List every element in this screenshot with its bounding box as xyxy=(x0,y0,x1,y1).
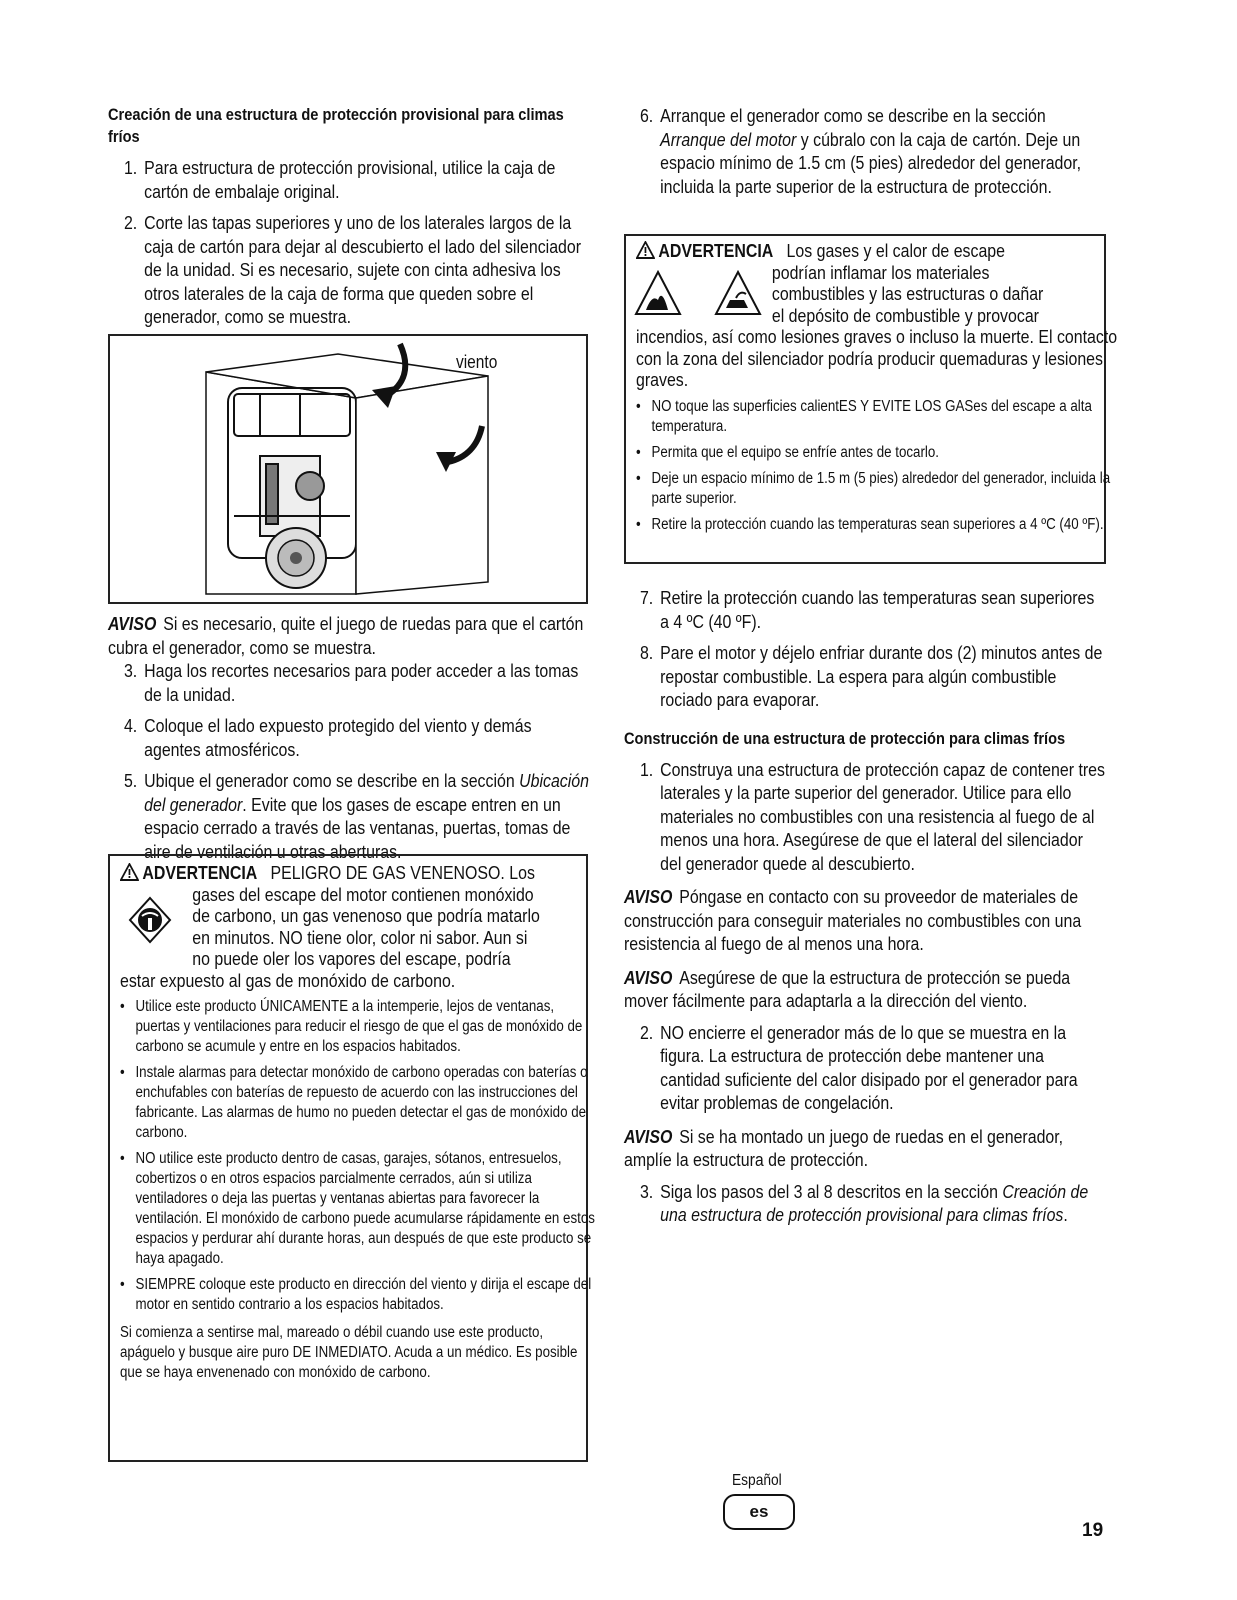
right-column xyxy=(624,104,1106,198)
section-heading-temporary: Creación de una estructura de protección provisional para climas fríos xyxy=(108,105,564,146)
warning-line: podrían inflamar los materiales xyxy=(771,261,990,283)
bullet-item: • NO toque las superficies calientES Y EVITE LOS GASes del escape a alta temperatura. xyxy=(636,397,1092,435)
step-4: 4. Coloque el lado expuesto protegido del viento y demás agentes atmosféricos. xyxy=(123,715,532,760)
warning-bullets xyxy=(636,397,1118,535)
step-3: 3. Haga los recortes necesarios para poder acceder a las tomas de la unidad. xyxy=(123,660,579,705)
right-column-lower xyxy=(624,586,1106,1227)
step-1: 1. Para estructura de protección provisional, utilice la caja de cartón de embalaje original. xyxy=(123,157,556,202)
step-3-permanent: 3. Siga los pasos del 3 al 8 descritos en la sección Creación de una estructura de protección provisional para climas fríos. xyxy=(639,1180,1089,1225)
step-7: 7. Retire la protección cuando las temperaturas sean superiores a 4 ºC (40 ºF). xyxy=(639,587,1095,632)
page-number: 19 xyxy=(1082,1520,1104,1541)
wind-label: viento xyxy=(456,352,498,372)
generator-illustration xyxy=(110,336,588,604)
exhaust-heat-warning xyxy=(624,234,1118,564)
aviso-movable: AVISO Asegúrese de que la estructura de protección se pueda mover fácilmente para adaptarla a la dirección del viento. xyxy=(624,966,1071,1011)
carbon-monoxide-warning xyxy=(108,854,595,1462)
warning-triangle-icon xyxy=(636,241,655,259)
warning-line: incendios, así como lesiones graves o incluso la muerte. El contacto con la zona del silenciador podría producir quemaduras y lesiones graves. xyxy=(636,326,1118,390)
step-8: 8. Pare el motor y déjelo enfriar durante dos (2) minutos antes de repostar combustible. La espera para algún combustible rociado para evaporar. xyxy=(639,642,1103,710)
bullet-item: • Instale alarmas para detectar monóxido de carbono operadas con baterías o enchufables con baterías de repuesto de acuerdo con las instrucciones del fabricante. Las alarmas de humo no pueden detectar el gas de monóxido de carbono. xyxy=(120,1064,588,1141)
section-heading-permanent: Construcción de una estructura de protección para climas fríos xyxy=(624,728,1066,748)
bullet-item: • Retire la protección cuando las temperaturas sean superiores a 4 ºC (40 ºF). xyxy=(636,515,1104,533)
step-2-permanent: 2. NO encierre el generador más de lo que se muestra en la figura. La estructura de protección debe mantener una cantidad suficiente del calor disipado por el generador para evitar problemas de congelación. xyxy=(639,1021,1078,1113)
generator-box-figure xyxy=(108,334,588,604)
step-2: 2. Corte las tapas superiores y uno de los laterales largos de la caja de cartón para dejar al descubierto el lado del silenciador de la unidad. Si es necesario, sujete con cinta adhesiva los otros laterales de la caja de forma que queden sobre el generador, como se muestra. xyxy=(123,212,582,327)
warning-line: gases del escape del motor contienen monóxido xyxy=(192,883,534,905)
warning-bullets xyxy=(120,997,602,1383)
step-5: 5. Ubique el generador como se describe en la sección Ubicación del generador. Evite que los gases de escape entren en un espacio cerrado a través de las ventanas, puertas, tomas de aire de ventilación u otras aberturas. xyxy=(123,770,589,862)
language-code-badge: es xyxy=(723,1494,795,1530)
aviso-wheels: AVISO Si es necesario, quite el juego de ruedas para que el cartón cubra el generador, como se muestra. xyxy=(108,613,584,658)
warning-title-line: ADVERTENCIA PELIGRO DE GAS VENENOSO. Los xyxy=(120,862,602,884)
footer-language: Español xyxy=(732,1472,782,1489)
warning-closing: Si comienza a sentirse mal, mareado o débil cuando use este producto, apáguelo y busque aire puro DE INMEDIATO. Acuda a un médico. Es posible que se haya envenenado con monóxido de carbono. xyxy=(120,1324,578,1381)
aviso-wheel-kit: AVISO Si se ha montado un juego de ruedas en el generador, amplíe la estructura de protección. xyxy=(624,1125,1064,1170)
warning-triangle-icon xyxy=(120,863,139,881)
step-6: 6. Arranque el generador como se describe en la sección Arranque del motor y cúbralo con la caja de cartón. Deje un espacio mínimo de 1.5 cm (5 pies) alrededor del generador, incluida la parte superior de la estructura de protección. xyxy=(639,105,1082,197)
warning-line: no puede oler los vapores del escape, podría xyxy=(192,948,511,969)
warning-line: estar expuesto al gas de monóxido de carbono. xyxy=(120,969,456,991)
bullet-item: • Deje un espacio mínimo de 1.5 m (5 pies) alrededor del generador, incluida la parte superior. xyxy=(636,469,1111,507)
warning-title-line: ADVERTENCIA Los gases y el calor de escape xyxy=(636,240,1118,262)
bullet-item: • Permita que el equipo se enfríe antes de tocarlo. xyxy=(636,443,940,461)
aviso-supplier: AVISO Póngase en contacto con su proveedor de materiales de construcción para conseguir materiales no combustibles con una resistencia al fuego de al menos una hora. xyxy=(624,886,1082,954)
bullet-item: • SIEMPRE coloque este producto en dirección del viento y dirija el escape del motor en sentido contrario a los espacios habitados. xyxy=(120,1276,592,1313)
warning-line: combustibles y las estructuras o dañar xyxy=(771,283,1044,304)
step-1-permanent: 1. Construya una estructura de protección capaz de contener tres laterales y la parte superior del generador. Utilice para ello materiales no combustibles con una resistencia al fuego de al menos una hora. Asegúrese de que el lateral del silenciador del generador quede al descubierto. xyxy=(639,758,1105,874)
bullet-item: • NO utilice este producto dentro de casas, garajes, sótanos, entresuelos, cobertizos o en otros espacios parcialmente cerrados, aún si utiliza ventiladores o deja las puertas y ventanas abiertas para favorecer la ventilación. El monóxido de carbono puede acumularse rápidamente en estos espacios y perdurar ahí durante horas, aun después de que este producto se haya apagado. xyxy=(120,1150,595,1267)
left-column-lower xyxy=(108,612,588,863)
left-column xyxy=(108,104,588,329)
warning-line: en minutos. NO tiene olor, color ni sabor. Aun si xyxy=(192,926,528,948)
warning-line: el depósito de combustible y provocar xyxy=(771,304,1039,326)
warning-line: de carbono, un gas venenoso que podría matarlo xyxy=(192,905,540,926)
bullet-item: • Utilice este producto ÚNICAMENTE a la intemperie, lejos de ventanas, puertas y ventilaciones para reducir el riesgo de que el gas de monóxido de carbono se acumule y entre en los espacios habitados. xyxy=(120,998,583,1055)
